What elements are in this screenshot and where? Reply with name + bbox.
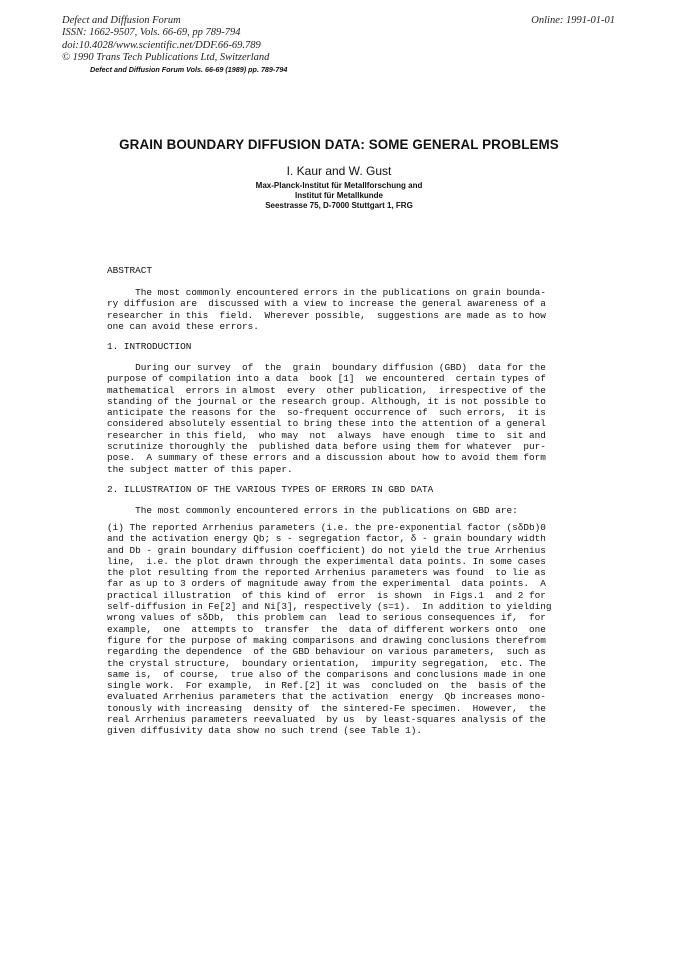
- copyright-line: © 1990 Trans Tech Publications Ltd, Switzerland: [62, 52, 270, 64]
- section-1-heading: 1. INTRODUCTION: [107, 341, 192, 352]
- abstract-heading: ABSTRACT: [107, 265, 153, 276]
- affiliation-line: Institut für Metallkunde: [295, 191, 383, 200]
- abstract-text: The most commonly encountered errors in the publications on grain bounda- ry diffusion are discussed with a view to increase the general awareness of a researcher in this field. Wherever possible, suggestions are made as to how one can avoid these errors.: [107, 287, 546, 332]
- affiliation-line: Max-Planck-Institut für Metallforschung and: [255, 181, 423, 190]
- journal-name: Defect and Diffusion Forum: [62, 15, 181, 26]
- issn-line: ISSN: 1662-9507, Vols. 66-69, pp 789-794: [62, 27, 241, 39]
- section-2-intro: The most commonly encountered errors in the publications on GBD are:: [107, 505, 518, 516]
- section-2-heading: 2. ILLUSTRATION OF THE VARIOUS TYPES OF ERRORS IN GBD DATA: [107, 484, 434, 495]
- section-1-text: During our survey of the grain boundary diffusion (GBD) data for the purpose of compilation into a data book [1] we encountered certain types of mathematical errors in almost every other publication, irrespective of the standing of the journal or the research group. Although, it is not possible to anticipate the reasons for the so-frequent occurrence of such errors, it is considered absolutely essential to bring these into the attention of a general researcher in this field, who may not always have enough time to sit and scrutinize thoroughly the published data before using them for whatever pur- pose. A summary of these errors and a discussion about how to avoid them form the subject matter of this paper.: [107, 362, 546, 475]
- online-date: Online: 1991-01-01: [531, 15, 615, 26]
- affiliation-line: Seestrasse 75, D-7000 Stuttgart 1, FRG: [265, 201, 413, 210]
- doi-line[interactable]: doi:10.4028/www.scientific.net/DDF.66-69.789: [62, 39, 261, 51]
- author-affiliation: [0, 181, 678, 211]
- journal-volume-line: Defect and Diffusion Forum Vols. 66-69 (1989) pp. 789-794: [90, 65, 288, 74]
- paper-authors: I. Kaur and W. Gust: [286, 164, 392, 178]
- publication-header: [62, 15, 269, 65]
- error-item-1: (i) The reported Arrhenius parameters (i.e. the pre-exponential factor (sδDb)0 and the activation energy Qb; s - segregation factor, δ - grain boundary width and Db - grain boundary diffusion coefficient) do not yield the true Arrhenius line, i.e. the plot drawn through the experimental data points. In some cases the plot resulting from the reported Arrhenius parameters was found to lie as far as up to 3 orders of magnitude away from the experimental data points. A practical illustration of this kind of error is shown in Figs.1 and 2 for self-diffusion in Fe[2] and Ni[3], respectively (s=1). In addition to yielding wrong values of sδDb, this problem can lead to serious consequences if, for example, one attempts to transfer the data of different workers onto one figure for the purpose of making comparisons and drawing conclusions therefrom regarding the dependence of the GBD behaviour on various parameters, such as the crystal structure, boundary orientation, impurity segregation, etc. The same is, of course, true also of the comparisons and conclusions made in one single work. For example, in Ref.[2] it was concluded on the basis of the evaluated Arrhenius parameters that the activation energy Qb increases mono- tonously with increasing density of the sintered-Fe specimen. However, the real Arrhenius parameters reevaluated by us by least-squares analysis of the given diffusivity data show no such trend (see Table 1).: [107, 522, 552, 737]
- paper-title: GRAIN BOUNDARY DIFFUSION DATA: SOME GENERAL PROBLEMS: [119, 137, 559, 152]
